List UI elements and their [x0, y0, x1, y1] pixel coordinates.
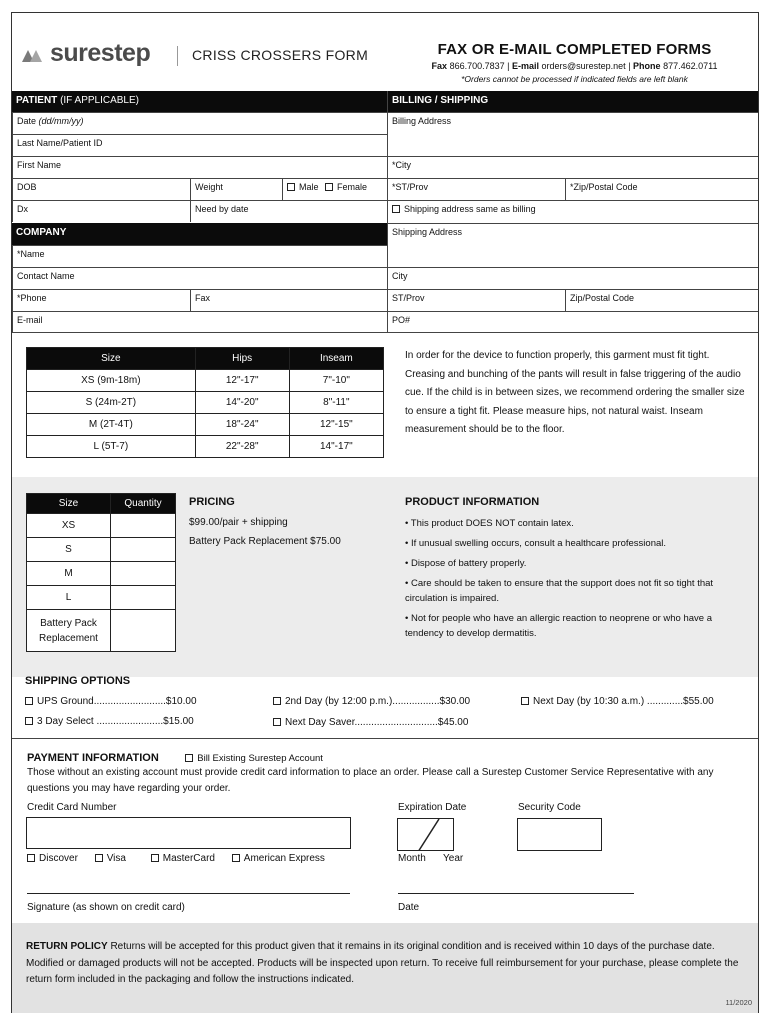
- ship-option-3-day[interactable]: 3 Day Select ........................$15.00: [25, 716, 194, 727]
- shipping-zip-field[interactable]: Zip/Postal Code: [565, 289, 758, 311]
- checkbox[interactable]: [27, 854, 35, 862]
- checkbox[interactable]: [232, 854, 240, 862]
- card-type-options: [27, 853, 325, 864]
- divider: [12, 738, 758, 739]
- gender-field: Male Female: [282, 178, 387, 200]
- return-policy-text: RETURN POLICY Returns will be accepted for this product given that it remains in its original condition and is received within 10 days of the purchase date. Modified or damaged products will not be accepted. Products will be inspected upon return. To receive full reimbursement for your purchase, please complete the return form included in the packaging and follow the instructions indicated.: [26, 941, 739, 985]
- pricing-line-2: Battery Pack Replacement $75.00: [189, 536, 341, 547]
- billing-address-field[interactable]: Billing Address: [387, 112, 758, 156]
- exp-label: Expiration Date: [398, 802, 467, 813]
- required-note: *Orders cannot be processed if indicated fields are left blank: [461, 74, 688, 84]
- signature-line[interactable]: [27, 893, 350, 894]
- month-label: Month: [398, 853, 426, 864]
- form-title: CRISS CROSSERS FORM: [192, 47, 369, 63]
- card-option-discover[interactable]: Discover: [27, 853, 78, 864]
- fax-title: FAX OR E-MAIL COMPLETED FORMS: [437, 41, 712, 58]
- checkbox[interactable]: [273, 718, 281, 726]
- signature-label: Signature (as shown on credit card): [27, 902, 185, 913]
- company-header: COMPANY: [12, 223, 387, 245]
- list-item: • This product DOES NOT contain latex.: [405, 518, 574, 529]
- quantity-input[interactable]: [111, 514, 176, 538]
- logo-text: surestep: [50, 39, 151, 67]
- table-row: S: [27, 538, 176, 562]
- table-row: M (2T-4T) 18"-24" 12"-15": [27, 414, 384, 436]
- po-field[interactable]: PO#: [387, 311, 758, 333]
- table-row: L (5T-7) 22"-28" 14"-17": [27, 436, 384, 458]
- card-option-amex[interactable]: American Express: [232, 853, 325, 864]
- same-as-billing[interactable]: Shipping address same as billing: [387, 200, 758, 223]
- checkbox[interactable]: [25, 717, 33, 725]
- card-option-visa[interactable]: Visa: [95, 853, 126, 864]
- list-item: • Dispose of battery properly.: [405, 558, 527, 569]
- list-item: • Not for people who have an allergic reaction to neoprene or who have a tendency to develop dermatitis.: [405, 613, 712, 639]
- security-code-input[interactable]: [517, 818, 602, 851]
- fit-note: In order for the device to function properly, this garment must fit tight. Creasing and bunching of the pants will result in false triggering of the audio cue. If the child is in between sizes, we recommend ordering the smaller size to ensure a tight fit. Please measure hips, not natural waist. Inseam measurement should be to the floor.: [405, 350, 745, 435]
- date-label: Date: [398, 902, 420, 913]
- billing-zip-field[interactable]: *Zip/Postal Code: [565, 178, 758, 200]
- table-row: S (24m-2T) 14"-20" 8"-11": [27, 392, 384, 414]
- shipping-options-heading: SHIPPING OPTIONS: [25, 675, 131, 687]
- quantity-input[interactable]: [111, 586, 176, 610]
- payment-heading-row: [27, 748, 323, 766]
- quantity-input[interactable]: [111, 562, 176, 586]
- billing-st-field[interactable]: *ST/Prov: [387, 178, 565, 200]
- quantity-input[interactable]: [111, 538, 176, 562]
- card-option-mastercard[interactable]: MasterCard: [151, 853, 215, 864]
- quantity-input[interactable]: [111, 610, 176, 652]
- cc-label: Credit Card Number: [27, 802, 117, 813]
- cc-number-input[interactable]: [26, 817, 351, 849]
- table-row: L: [27, 586, 176, 610]
- order-form-page: [11, 12, 759, 1013]
- surestep-logo: [22, 39, 150, 68]
- last-name-field[interactable]: Last Name/Patient ID: [12, 134, 387, 156]
- female-checkbox[interactable]: [325, 183, 333, 191]
- shipping-st-field[interactable]: ST/Prov: [387, 289, 565, 311]
- checkbox[interactable]: [95, 854, 103, 862]
- date-line[interactable]: [398, 893, 634, 894]
- slash-divider-icon: [398, 819, 454, 851]
- pricing-line-1: $99.00/pair + shipping: [189, 517, 288, 528]
- first-name-field[interactable]: First Name: [12, 156, 387, 178]
- checkbox[interactable]: [25, 697, 33, 705]
- company-name-field[interactable]: *Name: [12, 245, 387, 267]
- ship-option-next-day-saver[interactable]: Next Day Saver..............................$45.00: [273, 717, 468, 728]
- quantity-header: Quantity: [111, 494, 176, 514]
- return-policy-heading: RETURN POLICY: [26, 941, 108, 952]
- list-item: • Care should be taken to ensure that the support does not fit so tight that circulation is impaired.: [405, 578, 714, 604]
- same-as-billing-checkbox[interactable]: [392, 205, 400, 213]
- date-field[interactable]: Date (dd/mm/yy): [12, 112, 387, 134]
- checkbox[interactable]: [151, 854, 159, 862]
- patient-header: PATIENT (IF APPLICABLE): [12, 91, 387, 112]
- dx-field[interactable]: Dx: [12, 200, 190, 222]
- list-item: • If unusual swelling occurs, consult a healthcare professional.: [405, 538, 667, 549]
- contact-name-field[interactable]: Contact Name: [12, 267, 387, 289]
- payment-heading: PAYMENT INFORMATION: [27, 752, 159, 764]
- pricing-heading: PRICING: [189, 496, 235, 508]
- inseam-header: Inseam: [289, 348, 383, 370]
- expiration-input[interactable]: [397, 818, 454, 851]
- ship-option-ups-ground[interactable]: UPS Ground..........................$10.00: [25, 696, 197, 707]
- size-header: Size: [27, 348, 196, 370]
- male-checkbox[interactable]: [287, 183, 295, 191]
- checkbox[interactable]: [185, 754, 193, 762]
- fax-contact-line: Fax 866.700.7837 | E-mail orders@surestep.net | Phone 877.462.0711: [431, 61, 718, 71]
- payment-description: Those without an existing account must provide credit card information to place an order. Please call a Surestep Customer Service Representative with any questions you may have regarding your order.: [27, 767, 714, 794]
- hips-header: Hips: [195, 348, 289, 370]
- bill-existing-option[interactable]: Bill Existing Surestep Account: [185, 753, 323, 764]
- security-code-label: Security Code: [518, 802, 581, 813]
- logo-mark-icon: [22, 46, 44, 62]
- ship-option-next-day[interactable]: Next Day (by 10:30 a.m.) .............$55.00: [521, 696, 714, 707]
- billing-city-field[interactable]: *City: [387, 156, 758, 178]
- product-info-heading: PRODUCT INFORMATION: [405, 496, 540, 508]
- shipping-city-field[interactable]: City: [387, 267, 758, 289]
- company-phone-field[interactable]: *Phone: [12, 289, 190, 311]
- dob-field[interactable]: DOB: [12, 178, 190, 200]
- ship-option-2nd-day[interactable]: 2nd Day (by 12:00 p.m.).................$30.00: [273, 696, 470, 707]
- table-row: XS (9m-18m) 12"-17" 7"-10": [27, 370, 384, 392]
- weight-field[interactable]: Weight: [190, 178, 282, 200]
- company-email-field[interactable]: E-mail: [12, 311, 387, 333]
- form-version: 11/2020: [725, 998, 752, 1007]
- need-by-field[interactable]: Need by date: [190, 200, 387, 222]
- table-row: M: [27, 562, 176, 586]
- checkbox[interactable]: [273, 697, 281, 705]
- checkbox[interactable]: [521, 697, 529, 705]
- product-info-list: [405, 516, 745, 646]
- order-quantity-table: [26, 493, 176, 652]
- order-size-header: Size: [27, 494, 111, 514]
- billing-header: BILLING / SHIPPING: [387, 91, 758, 112]
- shipping-address-field[interactable]: Shipping Address: [387, 223, 758, 267]
- header-divider: [177, 46, 178, 66]
- table-row: XS: [27, 514, 176, 538]
- size-chart-table: [26, 347, 384, 458]
- table-row: Battery Pack Replacement: [27, 610, 176, 652]
- year-label: Year: [443, 853, 464, 864]
- company-fax-field[interactable]: Fax: [190, 289, 387, 311]
